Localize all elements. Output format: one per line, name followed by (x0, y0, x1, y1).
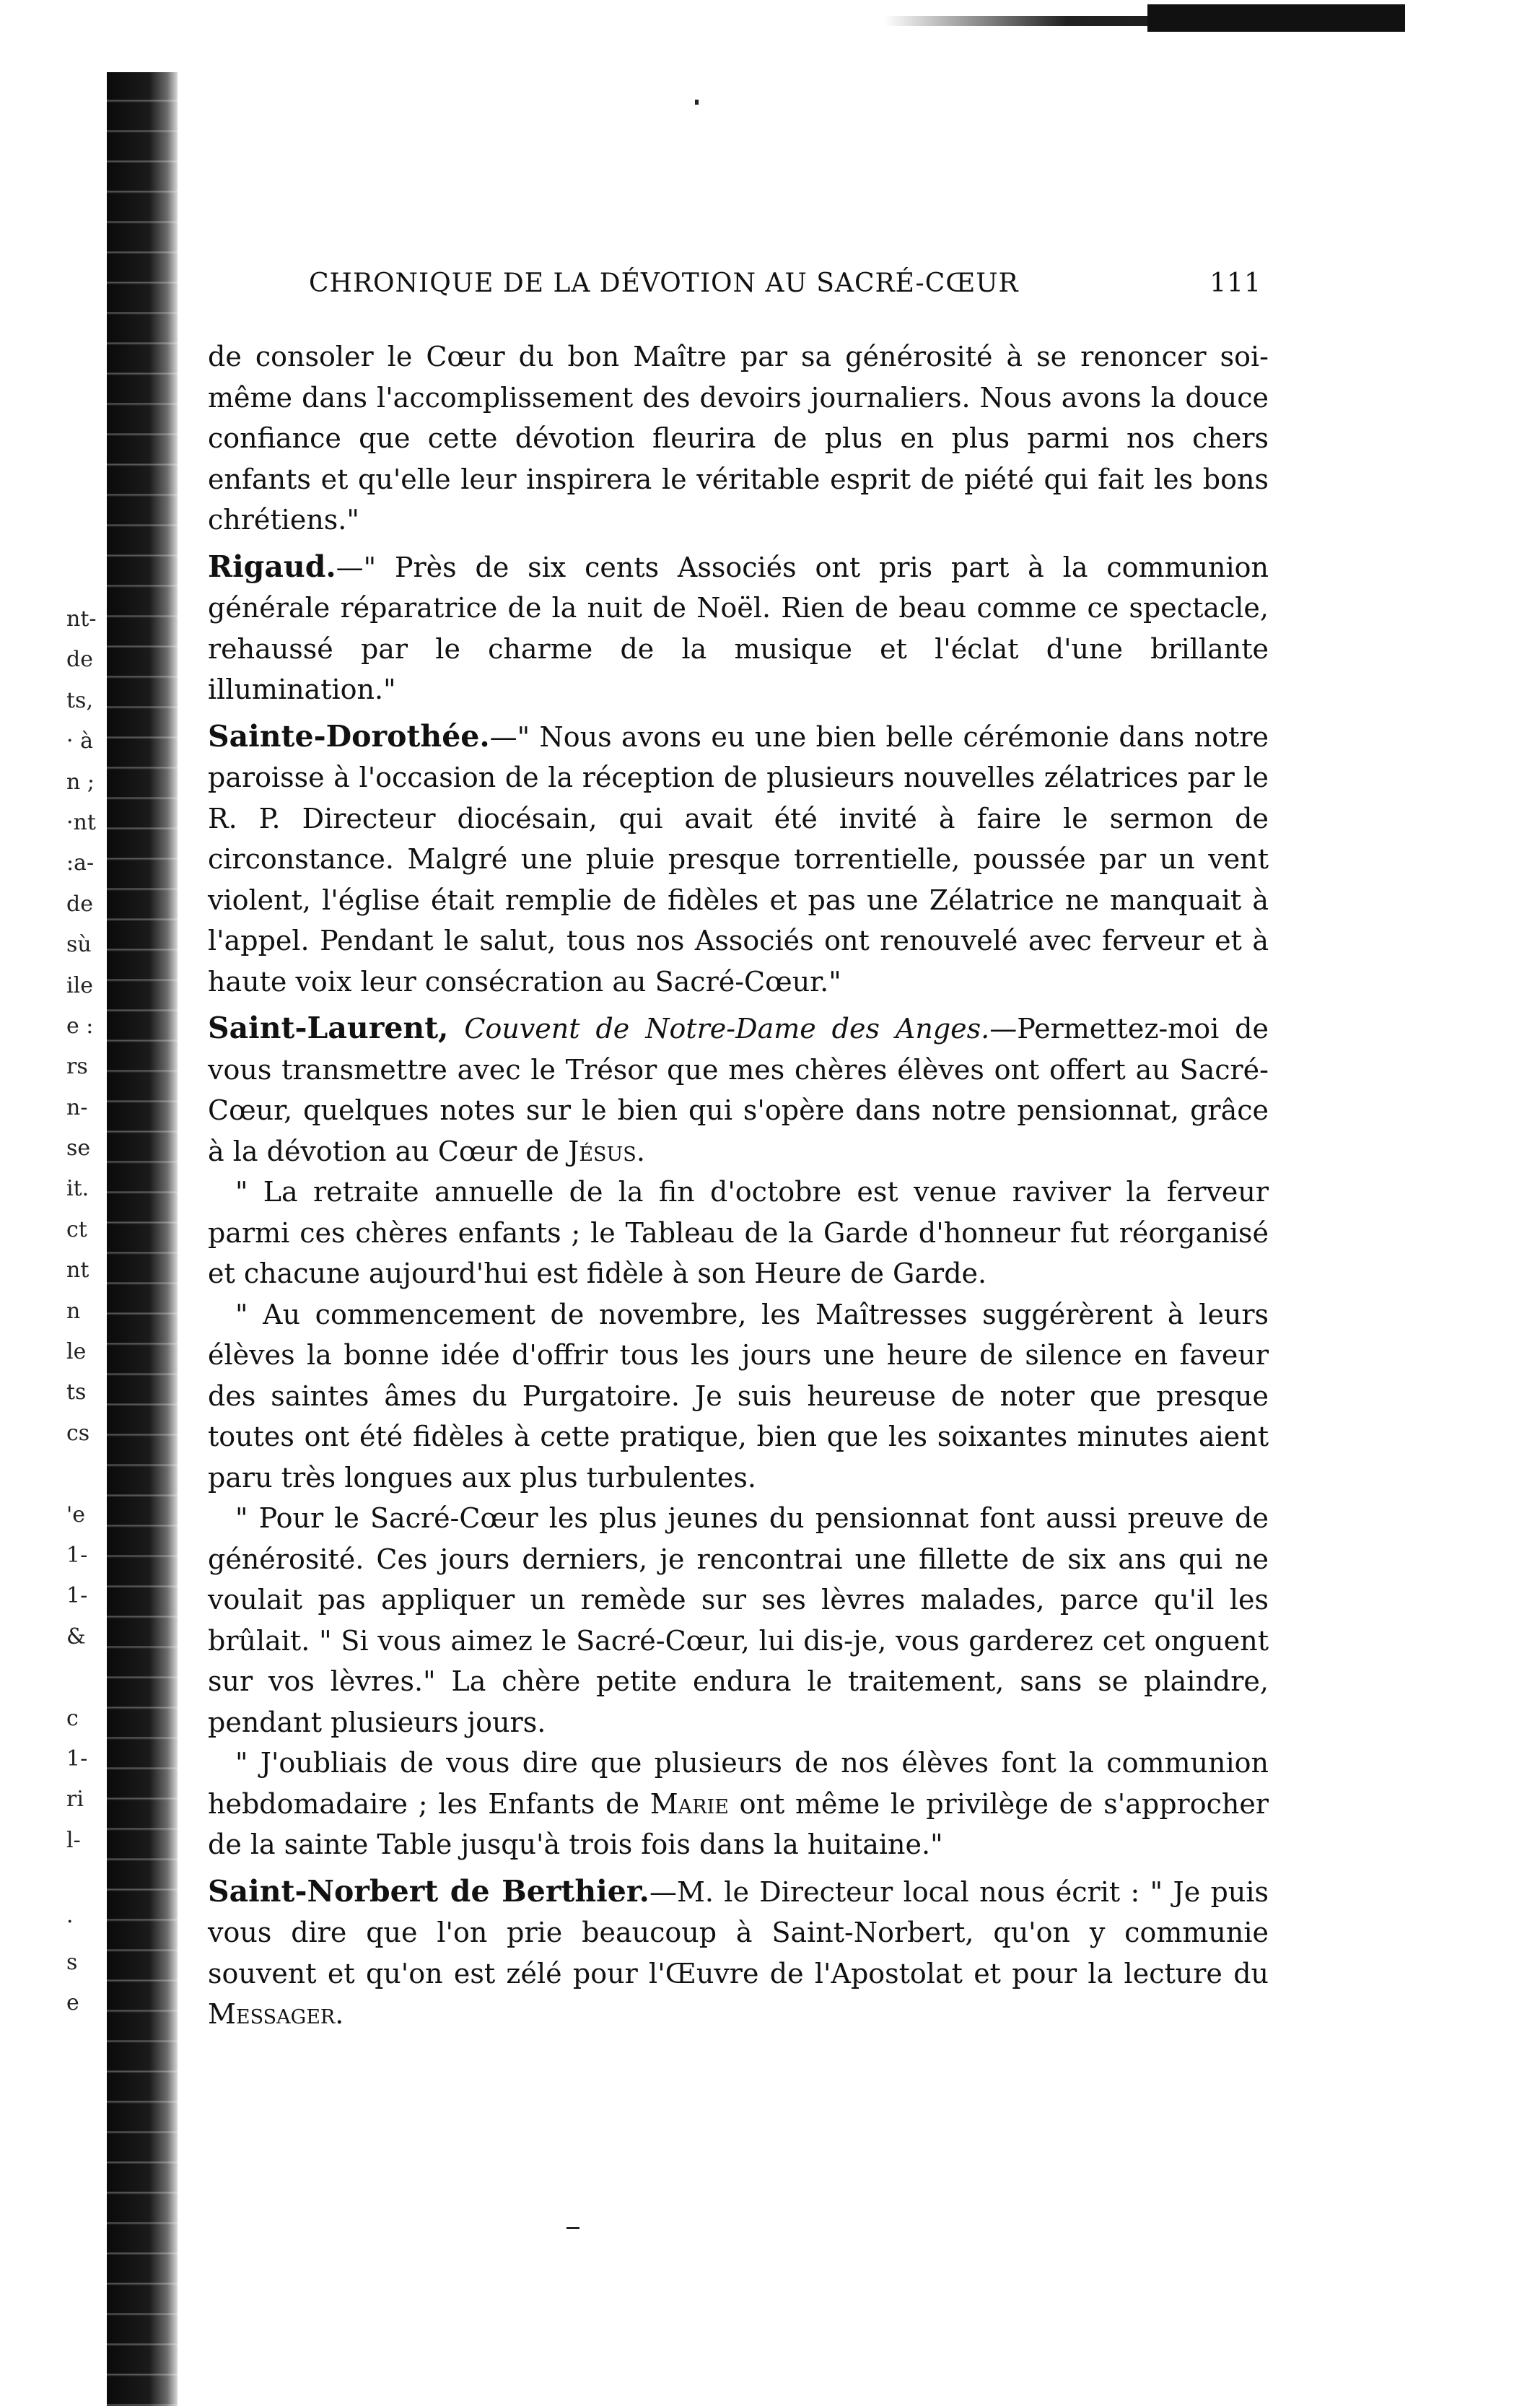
entry-saint-laurent (208, 1008, 1269, 1172)
paragraph-novembre: " Au commencement de novembre, les Maîtresses suggérèrent à leurs élèves la bonne idée d'offrir tous les jours une heure de silence en faveur des saintes âmes du Purgatoire. Je suis heureuse de noter que presque toutes ont été fidèles à cette pratique, bien que les soixantes minutes aient paru très longues aux plus turbulentes. (208, 1298, 1269, 1494)
entry-rigaud (208, 546, 1269, 710)
facing-page-fragments (66, 599, 104, 2024)
fragment: nt (66, 1258, 89, 1283)
paragraph-text-end: ont même le privilège de s'approcher de la sainte Table jusqu'à trois fois dans la huitaine." (208, 1787, 1269, 1860)
entry-saint-norbert (208, 1871, 1269, 2035)
fragment: :a- (66, 850, 95, 876)
fragment: n ; (66, 769, 95, 795)
place-name: Saint-Norbert de Berthier. (208, 1873, 649, 1909)
book-binding-shadow (107, 72, 178, 2406)
fragment (66, 1657, 104, 1698)
fragment: e : (66, 1013, 94, 1039)
fragment: de (66, 891, 93, 917)
fragment: 1- (66, 1583, 88, 1609)
small-caps-word: Messager (208, 1998, 336, 2030)
entry-text-end: . (335, 1998, 344, 2030)
place-name: Saint-Laurent, (208, 1011, 449, 1045)
fragment: e (66, 1990, 79, 2016)
scan-dash (566, 2227, 579, 2229)
fragment (66, 1861, 104, 1901)
fragment: le (66, 1339, 87, 1365)
fragment: ile (66, 972, 93, 998)
fragment: ts, (66, 687, 93, 713)
fragment: nt- (66, 606, 97, 632)
fragment: 1- (66, 1745, 88, 1771)
paragraph-retraite: " La retraite annuelle de la fin d'octobre est venue raviver la ferveur parmi ces chères enfants ; le Tableau de la Garde d'honneur fut réorganisé et chacune aujourd'hui est fidèle à son Heure de Garde. (208, 1176, 1269, 1289)
fragment (66, 1454, 104, 1494)
fragment: ri (66, 1787, 84, 1813)
fragment: 'e (66, 1501, 86, 1527)
fragment: & (66, 1623, 86, 1649)
fragment: ts (66, 1379, 87, 1405)
fragment: rs (66, 1054, 88, 1080)
entry-text-end: . (636, 1135, 645, 1167)
fragment: de (66, 647, 93, 673)
fragment: s (66, 1949, 78, 1975)
fragment: 1- (66, 1542, 88, 1568)
fragment: se (66, 1136, 91, 1161)
fragment: c (66, 1705, 79, 1731)
fragment: ct (66, 1216, 87, 1242)
paragraph-oubliais (208, 1743, 1269, 1865)
page-number: 111 (1209, 269, 1261, 298)
fragment: n- (66, 1094, 88, 1120)
fragment: sù (66, 932, 92, 958)
fragment: cs (66, 1420, 90, 1446)
small-caps-word: Jésus (568, 1135, 636, 1167)
fragment: · à (66, 728, 93, 754)
place-name: Sainte-Dorothée. (208, 718, 490, 754)
fragment: ·nt (66, 809, 96, 835)
fragment: n (66, 1298, 81, 1324)
text-column (208, 336, 1269, 2035)
fragment: · (66, 1909, 74, 1935)
scan-top-block (1147, 4, 1405, 32)
paragraph-continuation: de consoler le Cœur du bon Maître par sa générosité à se renoncer soi-même dans l'accomplissement des devoirs journaliers. Nous avons la douce confiance que cette dévotion fleurira de plus en plus parmi nos chers enfants et qu'elle leur inspirera le véritable esprit de piété qui fait les bons chrétiens." (208, 341, 1269, 536)
sub-place-name: Couvent de Notre-Dame des Anges. (464, 1013, 990, 1045)
entry-sainte-dorothee (208, 716, 1269, 1003)
entry-text: —M. le Directeur local nous écrit : " Je puis vous dire que l'on prie beaucoup à Saint-Norbert, qu'on y communie souvent et qu'on est zélé pour l'Œuvre de l'Apostolat et pour la lecture du (208, 1875, 1269, 1989)
running-header (309, 269, 1261, 303)
header-title: CHRONIQUE DE LA DÉVOTION AU SACRÉ-CŒUR (309, 269, 1019, 298)
entry-text: —" Près de six cents Associés ont pris part à la communion générale réparatrice de la nuit de Noël. Rien de beau comme ce spectacle, rehaussé par le charme de la musique et l'éclat d'une brillante illumination." (208, 551, 1269, 705)
place-name: Rigaud. (208, 549, 336, 584)
paragraph-text: " J'oubliais de vous dire que plusieurs de nos élèves font la communion hebdomadaire ; les Enfants de (208, 1747, 1269, 1820)
paragraph-jeunes: " Pour le Sacré-Cœur les plus jeunes du pensionnat font aussi preuve de générosité. Ces jours derniers, je rencontrai une fillette de six ans qui ne voulait pas appliquer un remède sur ses lèvres malades, parce qu'il les brûlait. " Si vous aimez le Sacré-Cœur, lui dis-je, vous garderez cet onguent sur vos lèvres." La chère petite endura le traitement, sans se plaindre, pendant plusieurs jours. (208, 1502, 1269, 1738)
entry-text: —Permettez-moi de vous transmettre avec le Trésor que mes chères élèves ont offert au Sacré-Cœur, quelques notes sur le bien qui s'opère dans notre pensionnat, grâce à la dévotion au Cœur de (208, 1013, 1269, 1167)
scan-speck (695, 100, 699, 105)
fragment: it. (66, 1176, 89, 1202)
fragment: l- (66, 1827, 81, 1853)
small-caps-word: Marie (649, 1787, 729, 1820)
entry-text: —" Nous avons eu une bien belle cérémonie dans notre paroisse à l'occasion de la réception de plusieurs nouvelles zélatrices par le R. P. Directeur diocésain, qui avait été invité à faire le sermon de circonstance. Malgré une pluie presque torrentielle, poussée par un vent violent, l'église était remplie de fidèles et pas une Zélatrice ne manquait à l'appel. Pendant le salut, tous nos Associés ont renouvelé avec ferveur et à haute voix leur consécration au Sacré-Cœur." (208, 720, 1269, 998)
